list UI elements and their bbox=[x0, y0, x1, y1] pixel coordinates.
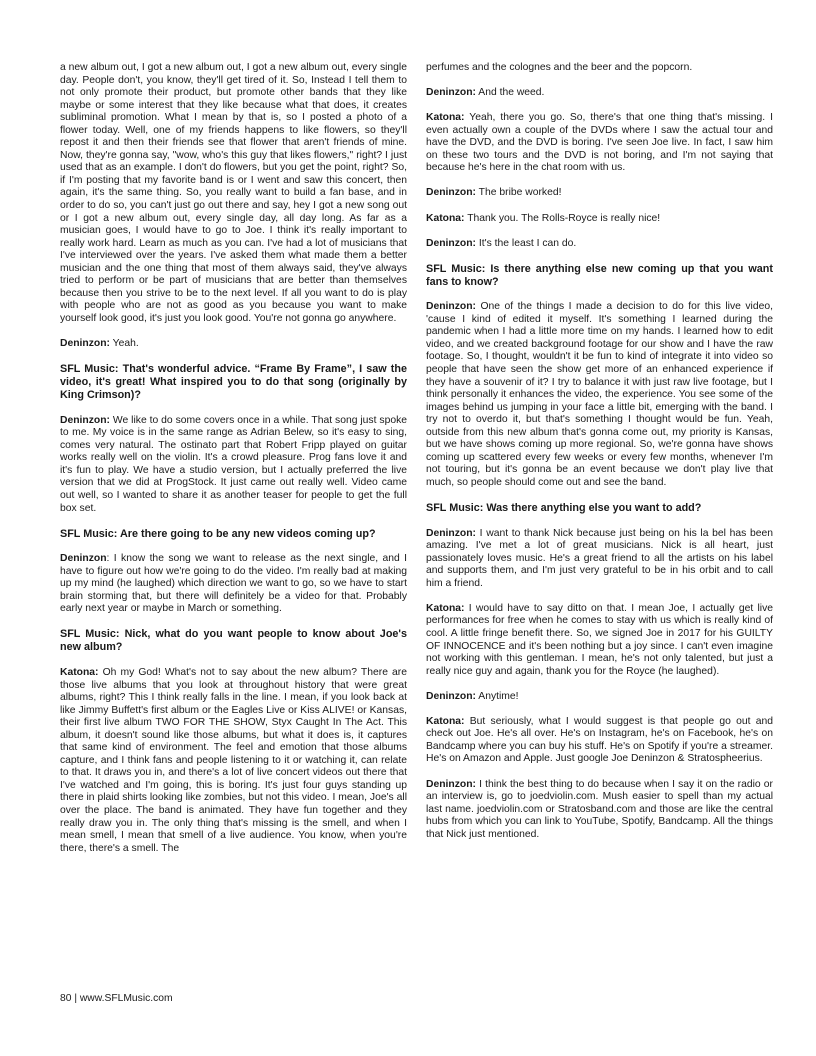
speaker-name: Deninzon: bbox=[426, 87, 476, 99]
paragraph-text: One of the things I made a decision to do for this live video, 'cause I kind of edited it myself. It's something I learned during the pandemic when I had a little more time on my hands. I learned how to edit video, and we created background footage for our show and I have the raw footage. So, I thought, wouldn't it be fun to kind of integrate it into video so people that have seen the show get more of an enhanced experience if they have a souvenir of it? I try to balance it with just raw live footage, but I think personally it enhances the video, the experience. You see some of the images behind us jumping in your face a little bit, emerging with the band. I try not to overdo it, but that's something I thought would be fun. Yeah, outside from this new album that's gonna come out, my priority is Kansas, but we have shows coming up more regional. So, we're gonna have shows coming up scattered every few weeks or every few months, whenever I'm not touring, but it's gonna be an event because we don't play live that much, so people should come out and see the band. bbox=[426, 301, 773, 488]
speaker-name: Deninzon bbox=[60, 553, 107, 565]
interview-paragraph bbox=[426, 87, 773, 100]
interview-paragraph bbox=[60, 338, 407, 351]
interview-question: SFL Music: Nick, what do you want people to know about Joe's new album? bbox=[60, 628, 407, 654]
paragraph-text: The bribe worked! bbox=[476, 187, 562, 199]
paragraph-text: Thank you. The Rolls-Royce is really nice! bbox=[464, 212, 661, 224]
paragraph-text: perfumes and the colognes and the beer and the popcorn. bbox=[426, 62, 693, 73]
interview-paragraph bbox=[426, 62, 773, 75]
speaker-name: Katona: bbox=[426, 112, 465, 124]
speaker-name: Deninzon: bbox=[60, 338, 110, 350]
page-number: 80 bbox=[60, 993, 72, 1004]
interview-question: SFL Music: Is there anything else new coming up that you want fans to know? bbox=[426, 262, 773, 288]
paragraph-text: But seriously, what I would suggest is that people go out and check out Joe. He's all over. He's on Instagram, he's on Facebook, he's on Bandcamp where you can buy his stuff. He's on Spotify if you're a streamer. He's on Amazon and Apple. Just google Joe Deninzon & Stratospheerius. bbox=[426, 715, 773, 765]
page-footer bbox=[60, 993, 173, 1005]
interview-paragraph bbox=[426, 187, 773, 200]
speaker-name: Deninzon: bbox=[60, 414, 110, 426]
paragraph-text: Anytime! bbox=[476, 690, 519, 702]
interview-paragraph bbox=[426, 112, 773, 175]
interview-question: SFL Music: Was there anything else you want to add? bbox=[426, 502, 702, 515]
speaker-name: Deninzon: bbox=[426, 527, 476, 539]
speaker-name: Deninzon: bbox=[426, 187, 476, 199]
left-text-column bbox=[60, 62, 407, 868]
paragraph-text: I want to thank Nick because just being on his la bel has been amazing. I've met a lot of great musicians. Nick is all heart, just passionately loves music. He's a great friend to all the artists on his label and supports them, and I'm just very grateful to be in his orbit and to call him a friend. bbox=[426, 527, 773, 589]
interview-paragraph bbox=[426, 716, 773, 766]
interview-paragraph bbox=[60, 553, 407, 616]
footer-separator: | bbox=[71, 993, 80, 1004]
interview-paragraph bbox=[426, 528, 773, 591]
interview-paragraph bbox=[426, 213, 773, 226]
speaker-name: Katona: bbox=[426, 715, 465, 727]
paragraph-text: Yeah, there you go. So, there's that one thing that's missing. I even actually own a couple of the DVDs where I saw the actual tour and have the DVD, and the DVD is boring. I've seen Joe live. In fact, I saw him on these two tours and the DVD is not boring, and I'm not saying that because he's here in the chat room with us. bbox=[426, 112, 773, 174]
right-text-column bbox=[426, 62, 773, 854]
paragraph-text: We like to do some covers once in a while. That song just spoke to me. My voice is in the same range as Adrian Belew, so it's easy to sing, comes very natural. The ostinato part that Robert Fripp played on guitar works really well on the violin. It's a crowd pleasure. Prog fans love it and it's fun to play. We have a studio version, but I actually preferred the live version that we did at ProgStock. It just came out really well. Video came out well, so I wanted to share it as another teaser for people to get the full box set. bbox=[60, 414, 407, 514]
footer-site-link[interactable]: www.SFLMusic.com bbox=[79, 993, 173, 1004]
interview-paragraph bbox=[60, 667, 407, 855]
interview-question: SFL Music: Are there going to be any new videos coming up? bbox=[60, 527, 376, 540]
speaker-name: Katona: bbox=[60, 666, 99, 678]
speaker-name: Katona: bbox=[426, 212, 465, 224]
interview-paragraph bbox=[426, 691, 773, 704]
paragraph-text: And the weed. bbox=[476, 87, 545, 99]
interview-paragraph bbox=[426, 603, 773, 678]
interview-paragraph bbox=[426, 779, 773, 842]
paragraph-text: I think the best thing to do because when I say it on the radio or an interview is, go to joedviolin.com. Mush easier to spell than my actual last name. joedviolin.com or Stratosband.com and those are like the central hubs from which you can link to YouTube, Spotify, Bandcamp. All the things that Nick just mentioned. bbox=[426, 778, 773, 840]
speaker-name: Deninzon: bbox=[426, 778, 476, 790]
paragraph-text: Yeah. bbox=[110, 338, 139, 350]
interview-question: SFL Music: That's wonderful advice. “Frame By Frame”, I saw the video, it's great! What inspired you to do that song (originally by King Crimson)? bbox=[60, 363, 407, 402]
paragraph-text: It's the least I can do. bbox=[476, 237, 577, 249]
speaker-name: Deninzon: bbox=[426, 690, 476, 702]
paragraph-text: I would have to say ditto on that. I mean Joe, I actually get live performances for free when he comes to stay with us which is really kind of cool. A little fringe benefit there. So, we signed Joe in 2017 for his GUILTY OF INNOCENCE and it's been nothing but a joy since. I can't even imagine not working with this gentleman. I mean, he's not only talented, but just a really nice guy and again, thank you for the Royce (he laughed). bbox=[426, 602, 773, 677]
speaker-name: Deninzon: bbox=[426, 237, 476, 249]
interview-paragraph bbox=[60, 415, 407, 515]
paragraph-text: : I know the song we want to release as the next single, and I have to figure out how we're going to do the video. I'm really bad at making up my mind (he laughed) which direction we want to go, so we have to start brain storming that, but there will definitely be a video for that. Probably early next year or maybe in March or something. bbox=[60, 553, 407, 615]
speaker-name: Deninzon: bbox=[426, 301, 476, 313]
interview-paragraph bbox=[426, 301, 773, 489]
interview-paragraph bbox=[60, 62, 407, 325]
paragraph-text: Oh my God! What's not to say about the new album? There are those live albums that you look at throughout history that were great albums, right? This I think really falls in the line. I mean, if you look back at like Jimmy Buffett's first album or the Eagles Live or Kiss ALIVE! or Kansas, their first live album TWO FOR THE SHOW, Styx Caught In The Act. This album, it doesn't sound like those albums, but what it does is, it captures that same kind of environment. The feel and emotion that those albums capture, and I think fans and people listening to it or watching it, can relate to that. It draws you in, and there's a lot of live concert videos out there that I've watched and I'm going, this is boring. It's just four guys standing up there in plaid shirts looking like zombies, but not this video. I mean, Joe's all over the place. The band is animated. They have fun together and they really draw you in. The only thing that's missing is the smell, and when I mean smell, I mean that smell of a live audience. You know, when you're there, there's a smell. The bbox=[60, 666, 407, 854]
speaker-name: Katona: bbox=[426, 602, 465, 614]
interview-paragraph bbox=[426, 238, 773, 251]
paragraph-text: a new album out, I got a new album out, I got a new album out, every single day. People don't, you know, they'll get tired of it. So, Instead I tell them to not only promote their product, but promote other bands that they like maybe or some interest that they like because what that does, it creates subliminal promotion. What I mean by that is, so I posted a photo of a flower today. Well, one of my friends happens to like flowers, so they'll repost it and then their friends see that flower that aren't friends of mine. Now, they're gonna say, "wow, who's this guy that likes flowers," right? I just used that as an example. I don't do flowers, but you get the point, right? So, if I'm posting that my favorite band is or I went and saw this concert, then again, it's the same thing. So, you really want to build a fan base, and in order to do so, you can't just go out there and say, hey I got a new song out or I got a new album out, every single day, all day long. As far as a musician goes, I would have to go to Joe. I think it's really important to really work hard. Learn as much as you can. I've had a lot of musicians that I've interviewed over the years. I've asked them what made them a better musician and the one thing that most of them always said, they've always tried to perform or be part of musicians that are better than themselves because then you strive to be to the next level. If all you want to do is play with people who are not as good as you because you want to make yourself look good, it's just you look good. You're not gonna go anywhere. bbox=[60, 62, 407, 324]
